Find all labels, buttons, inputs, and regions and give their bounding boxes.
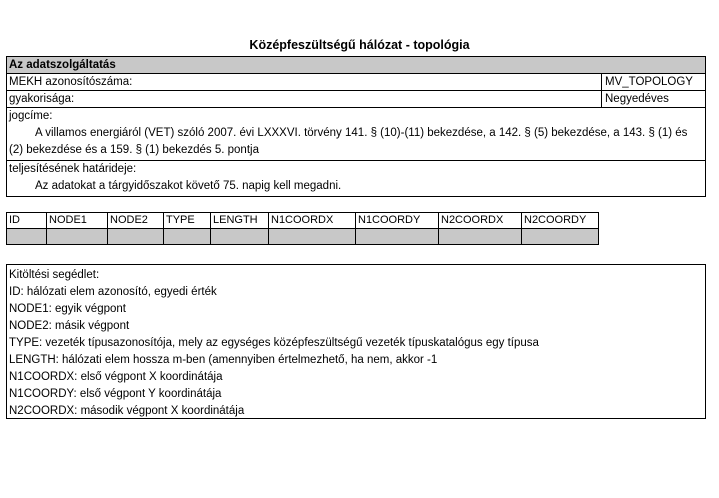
data-cell[interactable] <box>47 229 108 245</box>
mekh-id-label: MEKH azonosítószáma: <box>9 76 133 88</box>
help-line-node2: NODE2: másik végpont <box>9 320 130 332</box>
page-title: Középfeszültségű hálózat - topológia <box>249 38 470 52</box>
column-header-type: TYPE <box>164 213 211 229</box>
column-header-id: ID <box>7 213 47 229</box>
column-header-node1: NODE1 <box>47 213 108 229</box>
mekh-id-row <box>7 74 705 91</box>
data-cell[interactable] <box>7 229 47 245</box>
service-info-box <box>6 56 706 197</box>
help-line-n1coordx: N1COORDX: első végpont X koordinátája <box>9 371 223 383</box>
column-header-n2coordy: N2COORDY <box>522 213 599 229</box>
empty-data-row <box>7 229 599 245</box>
frequency-value: Negyedéves <box>601 91 705 107</box>
column-header-length: LENGTH <box>211 213 269 229</box>
help-line-length: LENGTH: hálózati elem hossza m-ben (amennyiben értelmezhető, ha nem, akkor -1 <box>9 354 438 366</box>
column-header-n1coordy: N1COORDY <box>356 213 439 229</box>
help-line-id: ID: hálózati elem azonosító, egyedi érték <box>9 286 217 298</box>
deadline-row <box>7 161 705 196</box>
data-cell[interactable] <box>522 229 599 245</box>
mekh-id-value: MV_TOPOLOGY <box>601 74 705 90</box>
frequency-row <box>7 91 705 108</box>
column-header-node2: NODE2 <box>108 213 164 229</box>
help-line-node1: NODE1: egyik végpont <box>9 303 126 315</box>
deadline-label: teljesítésének határideje: <box>9 163 137 175</box>
legal-basis-text: A villamos energiáról (VET) szóló 2007. évi LXXXVI. törvény 141. § (10)-(11) bekezdése, a 142. § (5) bekezdése, a 143. § (1) és (2) bekezdése és a 159. § (1) bekezdés 5. pontja <box>9 127 688 156</box>
data-cell[interactable] <box>439 229 522 245</box>
help-line-type: TYPE: vezeték típusazonosítója, mely az egységes középfeszültségű vezeték típuskatalógus egy típusa <box>9 337 539 349</box>
service-header: Az adatszolgáltatás <box>7 57 705 74</box>
help-title: Kitöltési segédlet: <box>9 269 100 281</box>
column-header-n1coordx: N1COORDX <box>269 213 356 229</box>
help-line-n1coordy: N1COORDY: első végpont Y koordinátája <box>9 388 222 400</box>
data-cell[interactable] <box>269 229 356 245</box>
fields-table <box>6 212 599 245</box>
data-cell[interactable] <box>211 229 269 245</box>
legal-basis-label: jogcíme: <box>9 110 53 122</box>
data-cell[interactable] <box>164 229 211 245</box>
data-cell[interactable] <box>108 229 164 245</box>
column-header-n2coordx: N2COORDX <box>439 213 522 229</box>
help-box <box>6 264 706 419</box>
frequency-label: gyakorisága: <box>9 93 75 105</box>
help-line-n2coordx: N2COORDX: második végpont X koordinátája <box>9 405 245 417</box>
deadline-text: Az adatokat a tárgyidőszakot követő 75. napig kell megadni. <box>35 180 342 192</box>
data-cell[interactable] <box>356 229 439 245</box>
legal-basis-row <box>7 108 705 161</box>
